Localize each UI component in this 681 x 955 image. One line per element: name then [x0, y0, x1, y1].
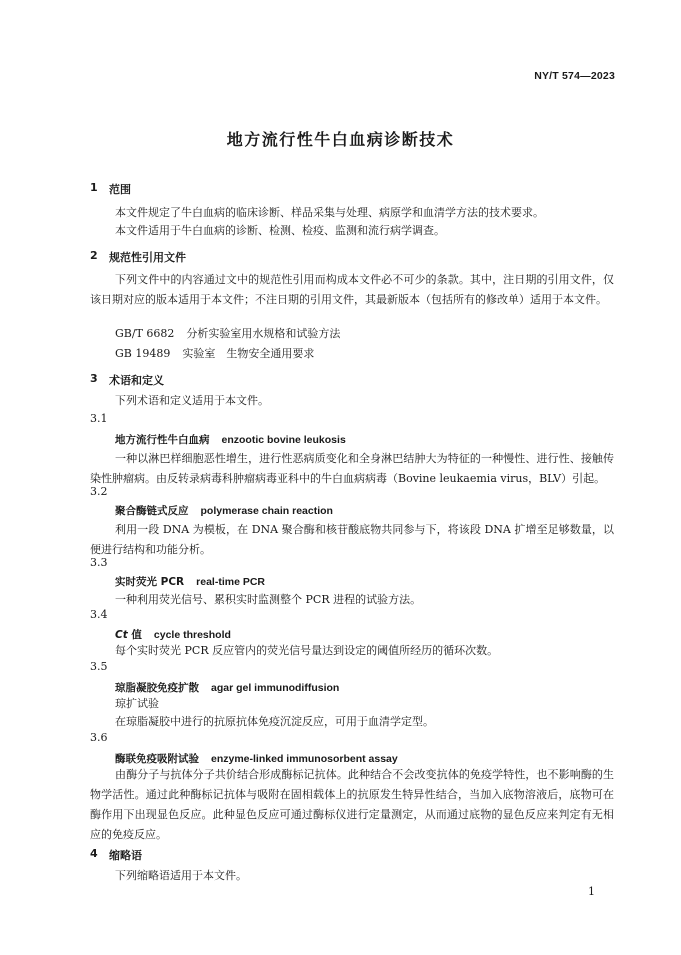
section-1-number: 1 [90, 181, 98, 194]
term-3-1-en: enzootic bovine leukosis [221, 434, 346, 446]
section-3-number: 3 [90, 372, 98, 385]
term-3-1-number: 3.1 [90, 412, 108, 425]
term-3-1-title [115, 432, 346, 447]
term-3-2-number: 3.2 [90, 485, 108, 498]
term-3-4-title [115, 627, 231, 642]
term-3-3-number: 3.3 [90, 556, 108, 569]
term-3-2-en: polymerase chain reaction [200, 505, 333, 517]
section-3-heading: 术语和定义 [109, 374, 164, 387]
term-3-6-en: enzyme-linked immunosorbent assay [211, 753, 398, 765]
term-3-4-cn: 值 [127, 629, 142, 641]
term-3-6-cn: 酶联免疫吸附试验 [115, 753, 199, 765]
reference-item [115, 325, 340, 341]
term-3-4-en: cycle threshold [153, 629, 231, 641]
section-2-heading: 规范性引用文件 [109, 251, 186, 264]
reference-name: 分析实验室用水规格和试验方法 [186, 327, 341, 340]
term-3-1-definition: 一种以淋巴样细胞恶性增生，进行性恶病质变化和全身淋巴结肿大为特征的一种慢性、进行性、接触传染性肿瘤病。由反转录病毒科肿瘤病毒亚科中的牛白血病病毒（Bovine leukaemia virus，BLV）引起。 [90, 452, 614, 485]
term-3-6-number: 3.6 [90, 731, 108, 744]
term-3-2-cn: 聚合酶链式反应 [115, 505, 189, 517]
term-3-6-definition: 由酶分子与抗体分子共价结合形成酶标记抗体。此种结合不会改变抗体的免疫学特性，也不影响酶的生物学活性。通过此种酶标记抗体与吸附在固相载体上的抗原发生特异性结合，当加入底物溶液后，底物可在酶作用下出现显色反应。此种显色反应可通过酶标仪进行定量测定，从而通过底物的显色反应来判定有无相应的免疫反应。 [90, 768, 614, 841]
standard-number: NY/T 574—2023 [534, 70, 615, 82]
section-4-number: 4 [90, 847, 98, 860]
page-number: 1 [588, 885, 595, 898]
term-3-2-definition: 利用一段 DNA 为模板，在 DNA 聚合酶和核苷酸底物共同参与下，将该段 DNA 扩增至足够数量，以便进行结构和功能分析。 [90, 523, 614, 556]
term-3-5-number: 3.5 [90, 660, 108, 673]
term-3-1-cn: 地方流行性牛白血病 [115, 434, 210, 446]
term-3-2-title [115, 503, 333, 518]
term-3-4-ct: Ct [115, 629, 128, 641]
term-3-5-definition: 在琼脂凝胶中进行的抗原抗体免疫沉淀反应，可用于血清学定型。 [115, 715, 434, 728]
section-2-number: 2 [90, 249, 98, 262]
term-3-4-number: 3.4 [90, 608, 108, 621]
term-3-4-definition: 每个实时荧光 PCR 反应管内的荧光信号量达到设定的阈值所经历的循环次数。 [115, 644, 499, 657]
term-3-3-title [115, 574, 265, 589]
term-3-3-en: real-time PCR [196, 576, 266, 588]
term-3-6-title [115, 751, 398, 766]
section-4-intro: 下列缩略语适用于本文件。 [115, 869, 247, 882]
term-3-3-definition: 一种利用荧光信号、累积实时监测整个 PCR 进程的试验方法。 [115, 593, 422, 606]
section-1-paragraph-1: 本文件规定了牛白血病的临床诊断、样品采集与处理、病原学和血清学方法的技术要求。 [115, 206, 544, 219]
section-2-paragraph: 下列文件中的内容通过文中的规范性引用而构成本文件必不可少的条款。其中，注日期的引用文件，仅该日期对应的版本适用于本文件；不注日期的引用文件，其最新版本（包括所有的修改单）适用于本文件。 [90, 273, 614, 306]
term-3-5-alternative: 琼扩试验 [115, 697, 159, 710]
reference-code: GB/T 6682 [115, 327, 175, 340]
reference-code: GB 19489 [115, 347, 171, 360]
term-3-5-en: agar gel immunodiffusion [211, 682, 340, 694]
reference-name: 实验室 生物安全通用要求 [182, 347, 315, 360]
document-title: 地方流行性牛白血病诊断技术 [226, 130, 455, 149]
section-3-intro: 下列术语和定义适用于本文件。 [115, 394, 269, 407]
term-3-5-title [115, 680, 339, 695]
term-3-5-cn: 琼脂凝胶免疫扩散 [115, 682, 199, 694]
section-4-heading: 缩略语 [109, 849, 142, 862]
section-1-paragraph-2: 本文件适用于牛白血病的诊断、检测、检疫、监测和流行病学调查。 [115, 224, 445, 237]
reference-item [115, 345, 314, 361]
section-1-heading: 范围 [109, 183, 131, 196]
term-3-3-cn: 实时荧光 PCR [115, 576, 185, 588]
